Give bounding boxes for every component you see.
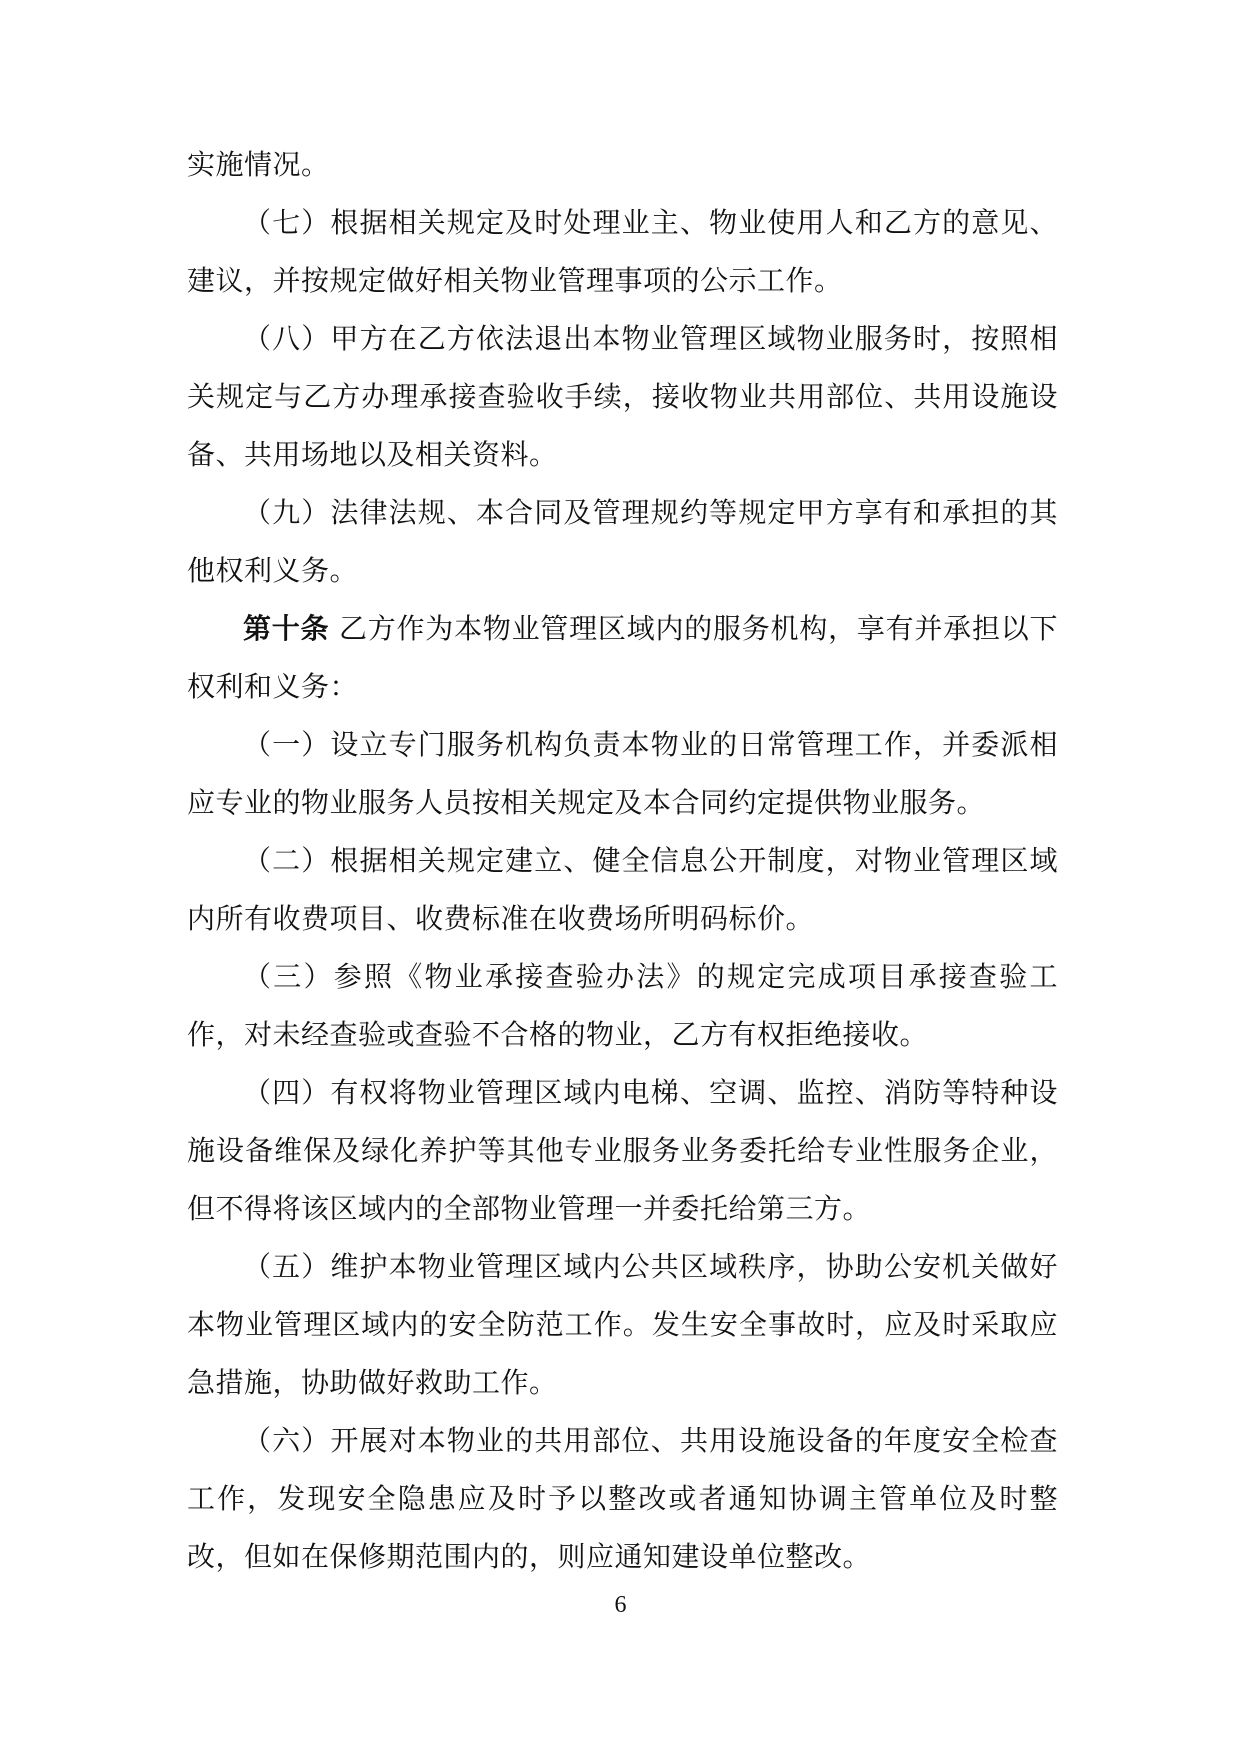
paragraph-continuation: 实施情况。 (187, 148, 330, 181)
paragraph-item-8: （八）甲方在乙方依法退出本物业管理区域物业服务时，按照相关规定与乙方办理承接查验收手续，接收物业共用部位、共用设施设备、共用场地以及相关资料。 (187, 322, 1058, 471)
paragraph-item-2: （二）根据相关规定建立、健全信息公开制度，对物业管理区域内所有收费项目、收费标准在收费场所明码标价。 (187, 844, 1058, 935)
paragraph-item-6: （六）开展对本物业的共用部位、共用设施设备的年度安全检查工作，发现安全隐患应及时予以整改或者通知协调主管单位及时整改，但如在保修期范围内的，则应通知建设单位整改。 (187, 1424, 1058, 1573)
paragraph-item-3: （三）参照《物业承接查验办法》的规定完成项目承接查验工作，对未经查验或查验不合格的物业，乙方有权拒绝接收。 (187, 960, 1058, 1051)
paragraph-item-7: （七）根据相关规定及时处理业主、物业使用人和乙方的意见、建议，并按规定做好相关物业管理事项的公示工作。 (187, 206, 1058, 297)
article-10-text: 乙方作为本物业管理区域内的服务机构，享有并承担以下权利和义务： (187, 612, 1058, 703)
page-number: 6 (614, 1592, 627, 1618)
article-10-heading: 第十条 (243, 612, 330, 645)
paragraph-item-1: （一）设立专门服务机构负责本物业的日常管理工作，并委派相应专业的物业服务人员按相关规定及本合同约定提供物业服务。 (187, 728, 1058, 819)
article-10 (187, 600, 1058, 716)
body-text (187, 136, 1058, 1586)
paragraph-item-9: （九）法律法规、本合同及管理规约等规定甲方享有和承担的其他权利义务。 (187, 496, 1058, 587)
paragraph-item-4: （四）有权将物业管理区域内电梯、空调、监控、消防等特种设施设备维保及绿化养护等其他专业服务业务委托给专业性服务企业，但不得将该区域内的全部物业管理一并委托给第三方。 (187, 1076, 1058, 1225)
paragraph-item-5: （五）维护本物业管理区域内公共区域秩序，协助公安机关做好本物业管理区域内的安全防范工作。发生安全事故时，应及时采取应急措施，协助做好救助工作。 (187, 1250, 1058, 1399)
